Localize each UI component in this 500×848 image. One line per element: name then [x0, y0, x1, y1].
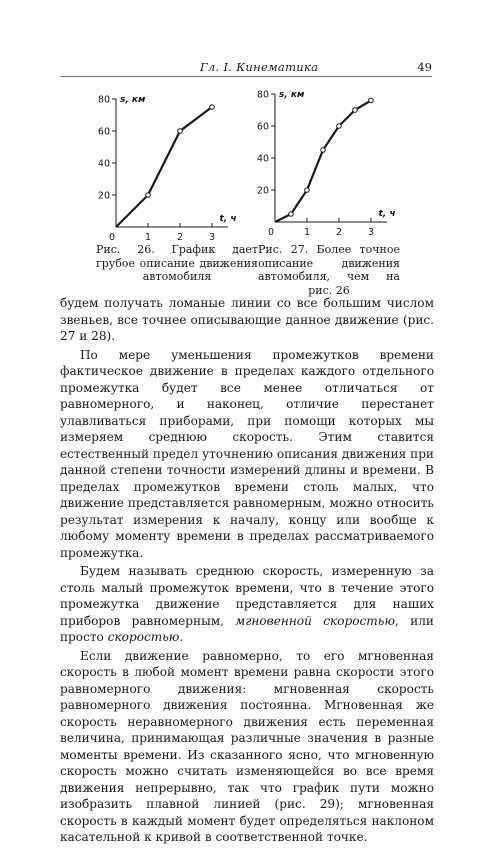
fig27-data-point — [305, 188, 310, 193]
figure-26-chart — [93, 85, 243, 243]
fig27-series-line — [275, 100, 371, 222]
fig27-data-point — [289, 212, 294, 217]
fig27-y-tick-label: 20 — [256, 185, 269, 197]
paragraph-3 — [60, 563, 434, 646]
fig27-y-tick-label: 60 — [256, 121, 269, 133]
fig27-data-point — [321, 148, 326, 153]
page-number: 49 — [417, 60, 432, 74]
fig26-data-point — [178, 129, 183, 134]
fig27-x-tick-label: 2 — [335, 227, 343, 238]
term-speed: скоростью — [107, 630, 180, 644]
fig26-y-tick-label: 80 — [97, 94, 110, 106]
body-text — [60, 295, 434, 848]
figure-27-caption: Рис. 27. Более точное описание движения автомобиля, чем на рис. 26 — [258, 243, 400, 297]
fig27-data-point — [353, 108, 358, 113]
figure-27-chart — [252, 80, 402, 238]
running-title: Гл. I. Кинематика — [200, 60, 319, 74]
fig27-y-tick-label: 40 — [256, 153, 269, 165]
paragraph-2: По мере уменьшения промежутков времени фактическое движение в пределах каждого отдельного промежутка будет все менее отличаться от равномерного, и наконец, отличие перестанет улавливаться приборами, при помощи которых мы измеряем среднюю скорость. Этим ставится естественный предел уточнению описания движения при данной степени точности измерений длины и времени. В пределах промежутков времени столь малых, что движение представляется равномерным, можно относить результат измерения к началу, концу или вообще к любому моменту времени в пределах рассматриваемого промежутка. — [60, 347, 434, 560]
fig27-x-tick-label: 1 — [303, 227, 311, 238]
figure-26-caption: Рис. 26. График дает грубое описание движения автомобиля — [96, 243, 258, 283]
fig26-x-tick-label: 2 — [176, 232, 184, 243]
paragraph-3-text-b: , или просто — [60, 613, 434, 644]
fig26-x-axis-label: t, ч — [219, 214, 237, 224]
fig27-data-point — [337, 124, 342, 129]
fig26-series-line — [116, 107, 212, 227]
fig27-y-axis-label: s, км — [279, 90, 305, 100]
paragraph-3-text-c: . — [179, 630, 184, 644]
term-instant-speed: мгновенной скоростью — [235, 613, 395, 628]
fig26-data-point — [210, 105, 215, 110]
paragraph-3-text-a: Будем называть среднюю скорость, измеренную за столь малый промежуток времени, что в течение этого промежутка движение представляется для наших приборов равномерным, — [60, 564, 434, 628]
fig27-x-tick-label: 0 — [267, 227, 275, 238]
fig26-data-point — [146, 193, 151, 198]
figure-27-svg — [252, 80, 402, 238]
fig26-x-tick-label: 3 — [208, 232, 216, 243]
paragraph-1: будем получать ломаные линии со все большим числом звеньев, все точнее описывающие данное движение (рис. 27 и 28). — [60, 296, 434, 343]
running-header — [60, 60, 432, 77]
fig26-y-axis-label: s, км — [120, 95, 146, 105]
fig26-x-tick-label: 0 — [108, 232, 116, 243]
fig27-x-tick-label: 3 — [367, 227, 375, 238]
fig27-x-axis-label: t, ч — [378, 209, 396, 219]
fig27-y-tick-label: 80 — [256, 89, 269, 101]
paragraph-4: Если движение равномерно, то его мгновенная скорость в любой момент времени равна скорости этого равномерного движения: мгновенная скорость равномерного движения постоянна. Мгновенная же скорость неравномерного движения есть переменная величина, принимающая различные значения в разные моменты времени. Из сказанного ясно, что мгновенную скорость можно считать изменяющейся во все время движения непрерывно, так что график пути можно изобразить плавной линией (рис. 29); мгновенная скорость в каждый момент будет определяться наклоном касательной к кривой в соответственной точке. — [60, 648, 434, 844]
fig26-y-tick-label: 20 — [97, 190, 110, 202]
fig27-data-point — [369, 98, 374, 103]
figure-26-svg — [93, 85, 243, 243]
fig26-y-tick-label: 40 — [97, 158, 110, 170]
fig26-y-tick-label: 60 — [97, 126, 110, 138]
fig26-x-tick-label: 1 — [144, 232, 152, 243]
